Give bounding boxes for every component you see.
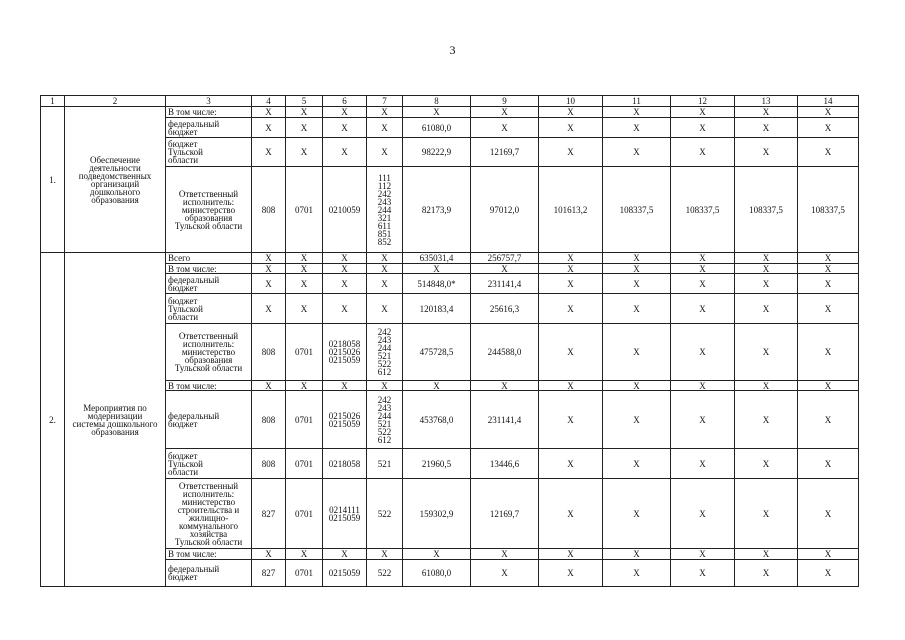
- value-cell: X: [671, 381, 735, 391]
- value-cell: 82173,9: [403, 167, 471, 253]
- value-cell: 108337,5: [603, 167, 671, 253]
- header-cell: 13: [735, 96, 798, 107]
- value-cell: 0701: [286, 479, 323, 549]
- value-cell: X: [735, 479, 798, 549]
- value-cell: X: [252, 274, 286, 294]
- value-cell: X: [671, 107, 735, 118]
- value-cell: X: [252, 381, 286, 391]
- value-cell: X: [403, 264, 471, 274]
- value-cell: 108337,5: [735, 167, 798, 253]
- value-cell: X: [323, 118, 367, 138]
- value-cell: 242 243 244 521 522 612: [367, 391, 403, 449]
- source-cell: федеральный бюджет: [166, 391, 252, 449]
- value-cell: X: [671, 294, 735, 324]
- value-cell: 21960,5: [403, 449, 471, 479]
- value-cell: 120183,4: [403, 294, 471, 324]
- value-cell: 453768,0: [403, 391, 471, 449]
- budget-table: [40, 95, 859, 587]
- value-cell: X: [735, 549, 798, 560]
- value-cell: 0214111 0215059: [323, 479, 367, 549]
- value-cell: X: [539, 253, 603, 264]
- value-cell: X: [286, 381, 323, 391]
- value-cell: X: [323, 138, 367, 167]
- value-cell: X: [603, 549, 671, 560]
- value-cell: X: [735, 264, 798, 274]
- value-cell: 108337,5: [671, 167, 735, 253]
- header-cell: 2: [65, 96, 166, 107]
- source-cell: Всего: [166, 253, 252, 264]
- value-cell: X: [471, 560, 539, 587]
- value-cell: 111 112 242 243 244 321 611 851 852: [367, 167, 403, 253]
- value-cell: 231141,4: [471, 274, 539, 294]
- value-cell: X: [471, 549, 539, 560]
- value-cell: X: [539, 264, 603, 274]
- value-cell: 256757,7: [471, 253, 539, 264]
- value-cell: 522: [367, 479, 403, 549]
- source-cell: бюджет Тульской области: [166, 138, 252, 167]
- header-cell: 14: [798, 96, 859, 107]
- value-cell: 61080,0: [403, 118, 471, 138]
- value-cell: 635031,4: [403, 253, 471, 264]
- value-cell: X: [603, 264, 671, 274]
- value-cell: 101613,2: [539, 167, 603, 253]
- value-cell: X: [539, 549, 603, 560]
- value-cell: X: [323, 294, 367, 324]
- table-row: [41, 107, 859, 118]
- value-cell: X: [798, 549, 859, 560]
- value-cell: X: [471, 381, 539, 391]
- value-cell: X: [252, 138, 286, 167]
- source-cell: Ответственный исполнитель: министерство строительства и жилищно- коммунального хозяйства Тульской области: [166, 479, 252, 549]
- value-cell: 827: [252, 479, 286, 549]
- value-cell: X: [798, 479, 859, 549]
- source-cell: В том числе:: [166, 107, 252, 118]
- source-cell: федеральный бюджет: [166, 560, 252, 587]
- value-cell: X: [323, 107, 367, 118]
- value-cell: X: [367, 264, 403, 274]
- value-cell: 13446,6: [471, 449, 539, 479]
- header-cell: 12: [671, 96, 735, 107]
- value-cell: X: [367, 118, 403, 138]
- value-cell: 0210059: [323, 167, 367, 253]
- value-cell: X: [539, 479, 603, 549]
- value-cell: X: [252, 549, 286, 560]
- value-cell: X: [671, 253, 735, 264]
- value-cell: X: [539, 324, 603, 381]
- header-row: [41, 96, 859, 107]
- value-cell: X: [252, 253, 286, 264]
- table-body: [41, 96, 859, 587]
- value-cell: X: [323, 264, 367, 274]
- value-cell: X: [603, 324, 671, 381]
- value-cell: X: [603, 449, 671, 479]
- source-cell: бюджет Тульской области: [166, 449, 252, 479]
- value-cell: X: [471, 264, 539, 274]
- value-cell: X: [286, 274, 323, 294]
- value-cell: X: [252, 118, 286, 138]
- value-cell: X: [323, 274, 367, 294]
- page-number: 3: [449, 43, 456, 57]
- value-cell: X: [286, 107, 323, 118]
- value-cell: 475728,5: [403, 324, 471, 381]
- value-cell: X: [403, 107, 471, 118]
- value-cell: X: [798, 138, 859, 167]
- value-cell: X: [798, 324, 859, 381]
- value-cell: X: [323, 253, 367, 264]
- value-cell: X: [671, 118, 735, 138]
- value-cell: 231141,4: [471, 391, 539, 449]
- header-cell: 3: [166, 96, 252, 107]
- value-cell: X: [367, 274, 403, 294]
- value-cell: X: [471, 107, 539, 118]
- value-cell: X: [603, 107, 671, 118]
- value-cell: X: [798, 391, 859, 449]
- value-cell: X: [286, 294, 323, 324]
- source-cell: В том числе:: [166, 264, 252, 274]
- value-cell: X: [539, 391, 603, 449]
- value-cell: X: [286, 118, 323, 138]
- item-name-cell: Мероприятия по модернизации системы дошкольного образования: [65, 253, 166, 587]
- value-cell: X: [471, 118, 539, 138]
- value-cell: 0701: [286, 560, 323, 587]
- value-cell: X: [323, 381, 367, 391]
- value-cell: X: [252, 264, 286, 274]
- value-cell: X: [603, 274, 671, 294]
- value-cell: X: [539, 138, 603, 167]
- item-number-cell: 1.: [41, 107, 65, 253]
- value-cell: X: [286, 138, 323, 167]
- header-cell: 8: [403, 96, 471, 107]
- value-cell: 0701: [286, 324, 323, 381]
- value-cell: 12169,7: [471, 138, 539, 167]
- header-cell: 4: [252, 96, 286, 107]
- value-cell: X: [603, 138, 671, 167]
- value-cell: X: [798, 118, 859, 138]
- value-cell: X: [539, 381, 603, 391]
- value-cell: 25616,3: [471, 294, 539, 324]
- value-cell: X: [735, 118, 798, 138]
- value-cell: X: [603, 391, 671, 449]
- value-cell: X: [603, 118, 671, 138]
- value-cell: 12169,7: [471, 479, 539, 549]
- value-cell: X: [603, 253, 671, 264]
- value-cell: X: [671, 549, 735, 560]
- value-cell: X: [798, 560, 859, 587]
- value-cell: X: [671, 391, 735, 449]
- value-cell: X: [367, 549, 403, 560]
- source-cell: федеральный бюджет: [166, 274, 252, 294]
- value-cell: X: [539, 294, 603, 324]
- value-cell: 61080,0: [403, 560, 471, 587]
- table-row: [41, 253, 859, 264]
- value-cell: X: [603, 381, 671, 391]
- value-cell: X: [735, 107, 798, 118]
- value-cell: X: [671, 479, 735, 549]
- value-cell: X: [367, 253, 403, 264]
- value-cell: X: [798, 381, 859, 391]
- source-cell: В том числе:: [166, 381, 252, 391]
- value-cell: 808: [252, 449, 286, 479]
- value-cell: 514848,0*: [403, 274, 471, 294]
- value-cell: X: [367, 294, 403, 324]
- value-cell: X: [798, 264, 859, 274]
- header-cell: 5: [286, 96, 323, 107]
- value-cell: X: [286, 253, 323, 264]
- value-cell: 521: [367, 449, 403, 479]
- value-cell: X: [403, 549, 471, 560]
- value-cell: X: [735, 560, 798, 587]
- value-cell: X: [671, 274, 735, 294]
- value-cell: 0218058 0215026 0215059: [323, 324, 367, 381]
- value-cell: X: [735, 138, 798, 167]
- value-cell: X: [735, 324, 798, 381]
- value-cell: X: [286, 264, 323, 274]
- value-cell: X: [671, 138, 735, 167]
- value-cell: 97012,0: [471, 167, 539, 253]
- value-cell: X: [252, 107, 286, 118]
- source-cell: В том числе:: [166, 549, 252, 560]
- value-cell: X: [603, 294, 671, 324]
- value-cell: X: [671, 264, 735, 274]
- value-cell: X: [798, 107, 859, 118]
- item-name-cell: Обеспечение деятельности подведомственных организаций дошкольного образования: [65, 107, 166, 253]
- value-cell: X: [735, 253, 798, 264]
- value-cell: X: [735, 274, 798, 294]
- value-cell: 0215026 0215059: [323, 391, 367, 449]
- value-cell: 108337,5: [798, 167, 859, 253]
- value-cell: 827: [252, 560, 286, 587]
- value-cell: 808: [252, 167, 286, 253]
- value-cell: X: [403, 381, 471, 391]
- header-cell: 1: [41, 96, 65, 107]
- source-cell: бюджет Тульской области: [166, 294, 252, 324]
- value-cell: X: [367, 107, 403, 118]
- value-cell: X: [539, 118, 603, 138]
- value-cell: 0701: [286, 391, 323, 449]
- header-cell: 10: [539, 96, 603, 107]
- value-cell: X: [603, 479, 671, 549]
- value-cell: X: [798, 294, 859, 324]
- header-cell: 6: [323, 96, 367, 107]
- value-cell: 0215059: [323, 560, 367, 587]
- value-cell: X: [539, 560, 603, 587]
- value-cell: 98222,9: [403, 138, 471, 167]
- value-cell: X: [539, 107, 603, 118]
- source-cell: федеральный бюджет: [166, 118, 252, 138]
- value-cell: 522: [367, 560, 403, 587]
- value-cell: X: [798, 274, 859, 294]
- value-cell: 808: [252, 324, 286, 381]
- value-cell: X: [735, 381, 798, 391]
- value-cell: X: [798, 253, 859, 264]
- value-cell: X: [671, 560, 735, 587]
- value-cell: X: [323, 549, 367, 560]
- value-cell: X: [603, 560, 671, 587]
- header-cell: 11: [603, 96, 671, 107]
- value-cell: X: [735, 294, 798, 324]
- value-cell: X: [735, 391, 798, 449]
- value-cell: X: [671, 449, 735, 479]
- source-cell: Ответственный исполнитель: министерство образования Тульской области: [166, 167, 252, 253]
- value-cell: 808: [252, 391, 286, 449]
- value-cell: X: [367, 138, 403, 167]
- value-cell: 242 243 244 521 522 612: [367, 324, 403, 381]
- header-cell: 9: [471, 96, 539, 107]
- value-cell: 244588,0: [471, 324, 539, 381]
- value-cell: X: [286, 549, 323, 560]
- value-cell: X: [798, 449, 859, 479]
- value-cell: 159302,9: [403, 479, 471, 549]
- source-cell: Ответственный исполнитель: министерство образования Тульской области: [166, 324, 252, 381]
- header-cell: 7: [367, 96, 403, 107]
- value-cell: X: [539, 274, 603, 294]
- value-cell: X: [671, 324, 735, 381]
- value-cell: X: [735, 449, 798, 479]
- value-cell: X: [539, 449, 603, 479]
- value-cell: 0701: [286, 449, 323, 479]
- item-number-cell: 2.: [41, 253, 65, 587]
- value-cell: 0701: [286, 167, 323, 253]
- value-cell: X: [367, 381, 403, 391]
- value-cell: 0218058: [323, 449, 367, 479]
- value-cell: X: [252, 294, 286, 324]
